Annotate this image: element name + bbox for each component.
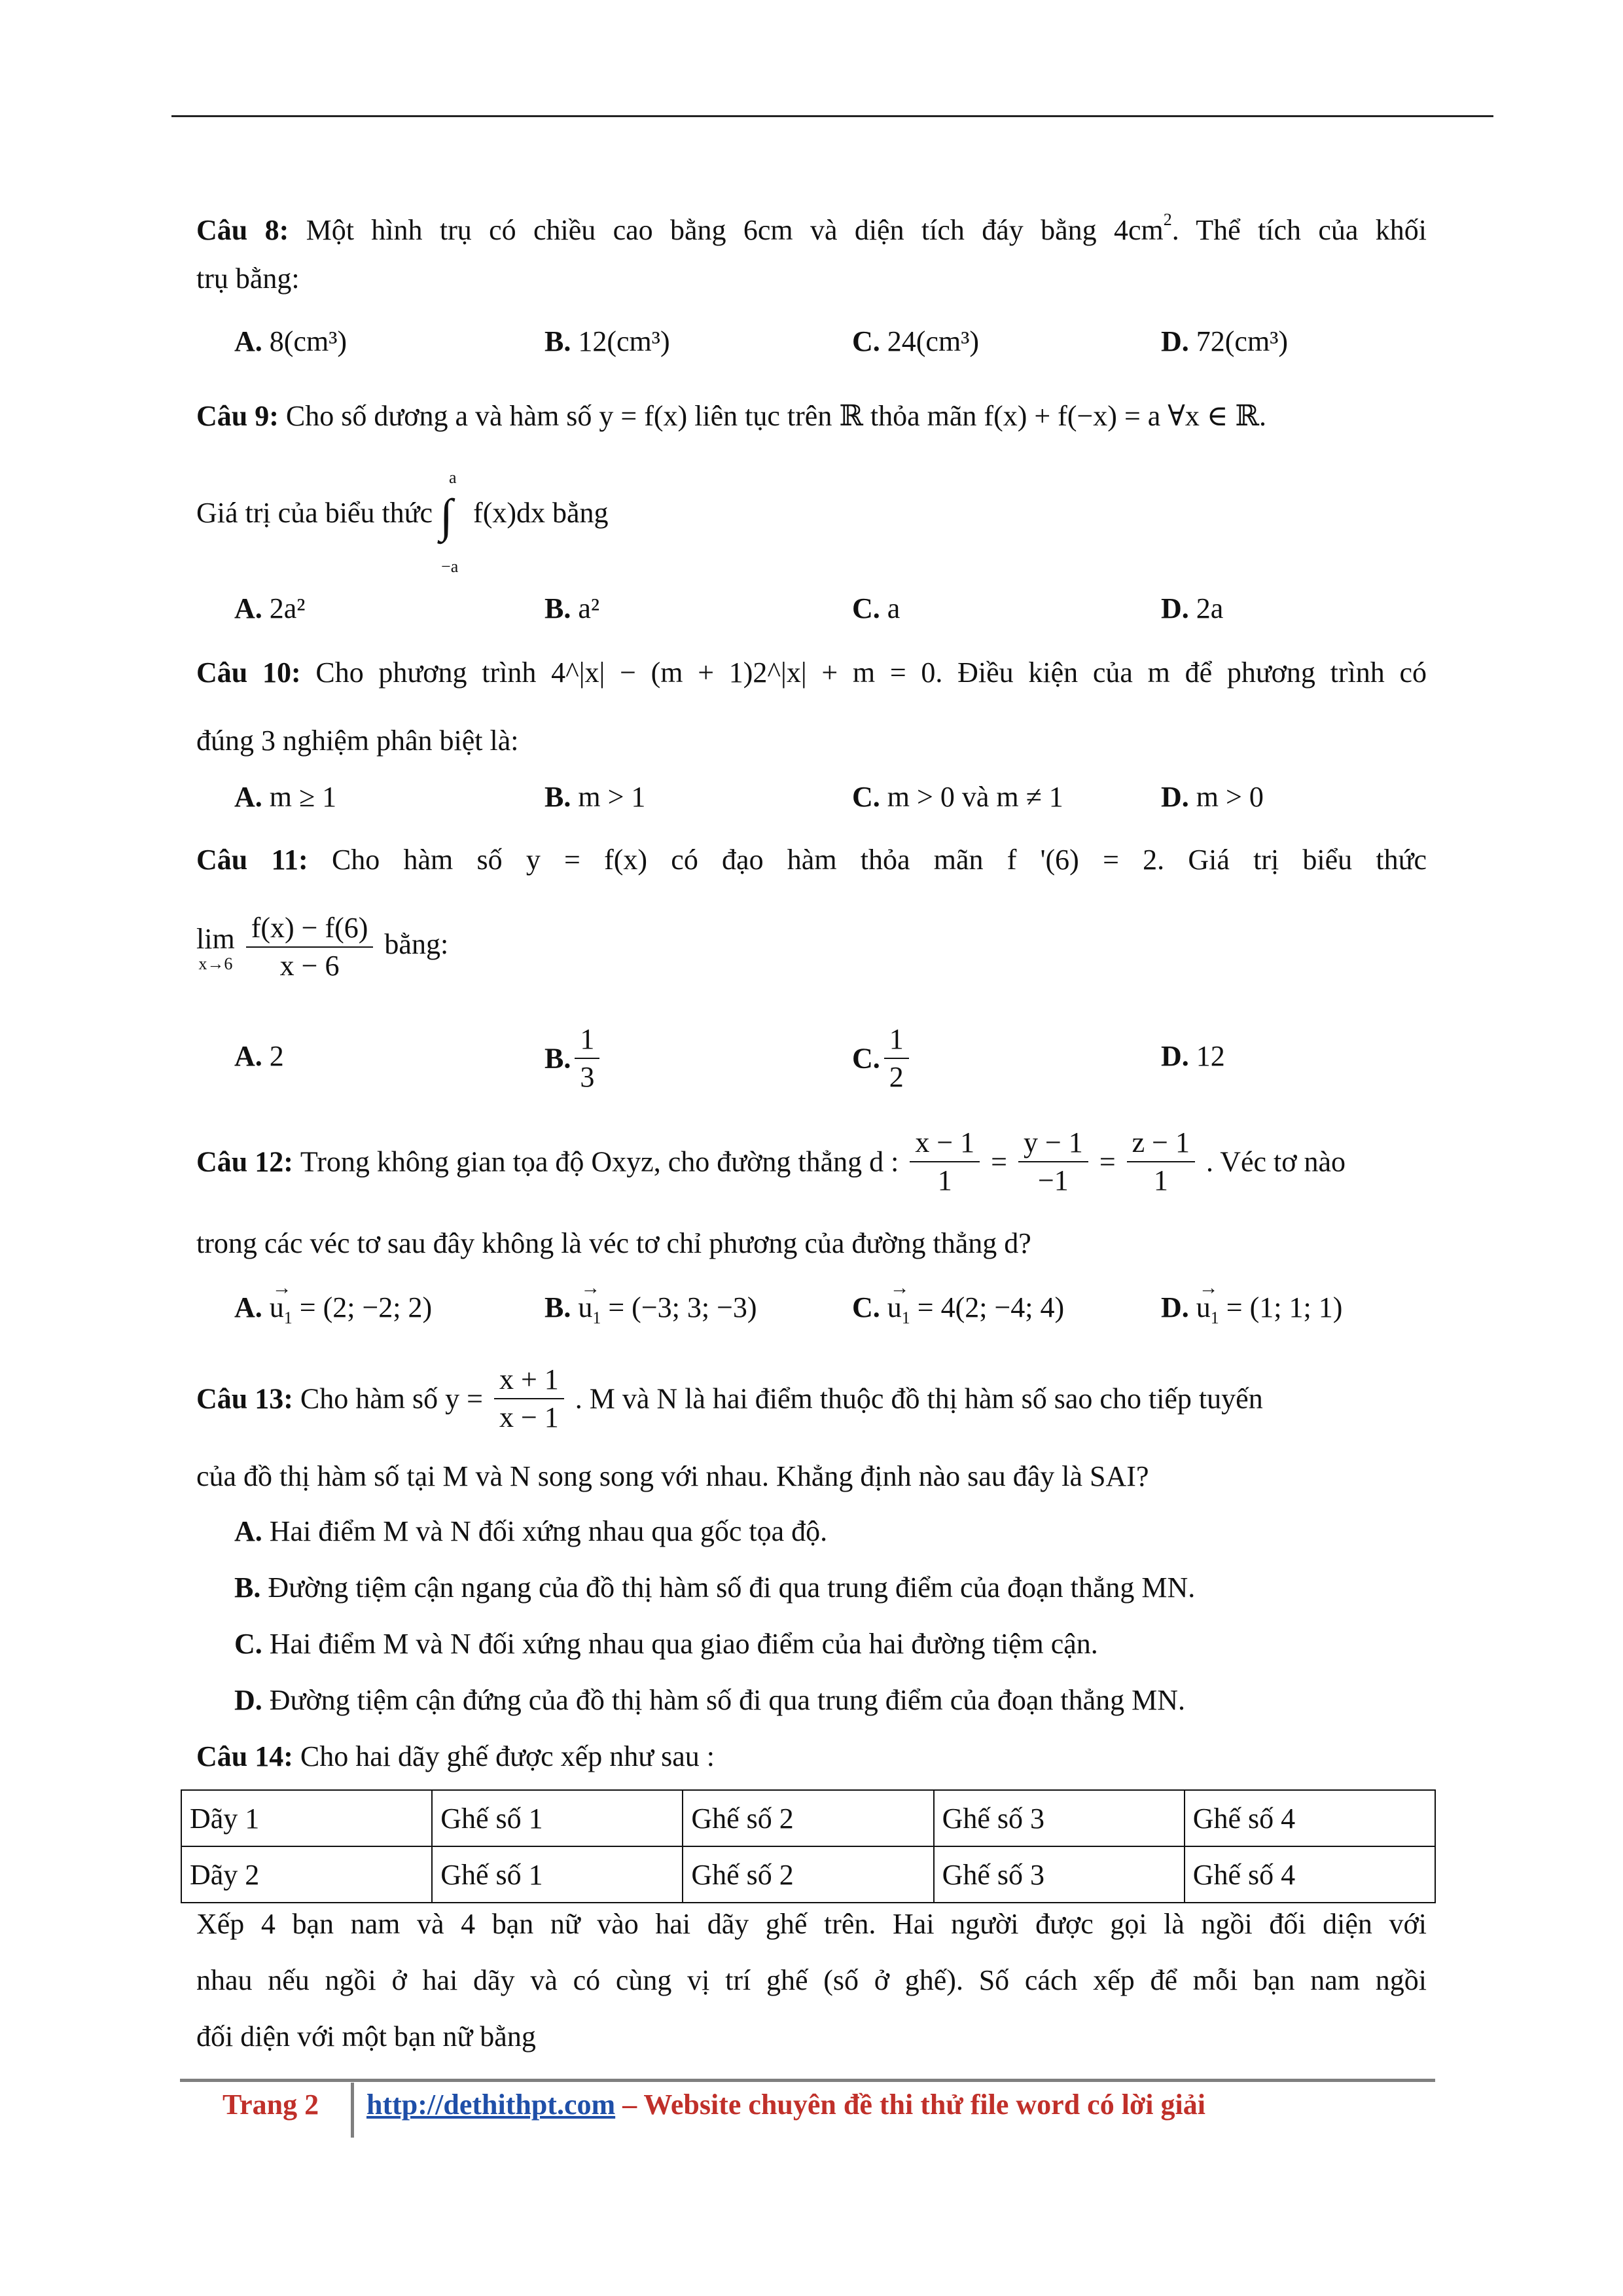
q14-para2: nhau nếu ngồi ở hai dãy và có cùng vị trí ghế (số ở ghế). Số cách xếp để mỗi bạn nam ngồi — [196, 1964, 1427, 1996]
site-link[interactable]: http://dethithpt.com — [366, 2089, 616, 2121]
q8-option-a: A. 8(cm³) — [234, 325, 348, 357]
q13-text: Cho hàm số y = — [300, 1382, 483, 1415]
seat-table — [181, 1789, 1436, 1903]
q14-line1 — [196, 1738, 715, 1775]
q12-option-a: A. → $u_1 = (2$; −2; 2) — [234, 1289, 432, 1336]
q13-option-a: A. Hai điểm M và N đối xứng nhau qua gốc tọa độ. — [234, 1515, 828, 1547]
q8-text-end: . Thể tích của khối — [1171, 214, 1427, 246]
q8-label: Câu 8: — [196, 214, 289, 246]
q8-line2: trụ bằng: — [196, 262, 300, 295]
q11-option-a: A. 2 — [234, 1040, 284, 1072]
footer-rule — [180, 2079, 1435, 2082]
table-cell: Ghế số 1 — [432, 1846, 683, 1903]
q13-text-end: . M và N là hai điểm thuộc đồ thị hàm số sao cho tiếp tuyến — [575, 1382, 1263, 1415]
table-row — [181, 1846, 1435, 1903]
q10-option-a: A. m ≥ 1 — [234, 781, 337, 813]
q14-para1: Xếp 4 bạn nam và 4 bạn nữ vào hai dãy ghế trên. Hai người được gọi là ngồi đối diện với — [196, 1908, 1427, 1940]
q14-text: Cho hai dãy ghế được xếp như sau : — [300, 1740, 715, 1772]
q11-option-b: B. $\frac{1}{3}$ — [544, 1021, 603, 1096]
q13-option-c: C. Hai điểm M và N đối xứng nhau qua giao điểm của hai đường tiệm cận. — [234, 1628, 1098, 1660]
table-cell: Ghế số 3 — [934, 1790, 1185, 1846]
q10-option-b: B. m > 1 — [544, 781, 646, 813]
q9-option-c: C. a — [852, 592, 901, 624]
q8-sup: 2 — [1163, 210, 1172, 229]
q12-line1: Câu 12: Trong không gian tọa độ Oxyz, cho đường thẳng d : $\frac{x - 1}{1}$ = $\frac{y - 1}{-1}$ = $\frac{z - 1}{1}$ . Véc tơ nào — [196, 1124, 1346, 1199]
q8-option-b: B. 12(cm³) — [544, 325, 670, 357]
q14-label: Câu 14: — [196, 1740, 293, 1772]
q9-expr-label: Giá trị của biểu thức — [196, 497, 433, 529]
q13-option-b: B. Đường tiệm cận ngang của đồ thị hàm số đi qua trung điểm của đoạn thẳng MN. — [234, 1571, 1196, 1604]
q9-line2 — [196, 467, 609, 576]
q13-label: Câu 13: — [196, 1382, 293, 1415]
q9-option-d: D. 2a — [1161, 592, 1224, 624]
q12-option-b: B. → $u_1 = (-3$; 3; −3) — [544, 1289, 757, 1336]
q10-text: Cho phương trình 4^|x| − (m + 1)2^|x| + m = 0. Điều kiện của m để phương trình có — [315, 656, 1427, 689]
q12-label: Câu 12: — [196, 1145, 293, 1178]
q11-option-c: C. $\frac{1}{2}$ — [852, 1021, 913, 1096]
lim-text: lim — [196, 922, 235, 955]
q8-line1 — [196, 202, 1427, 249]
q11-option-d: D. 12 — [1161, 1040, 1225, 1072]
q13-option-d: D. Đường tiệm cận đứng của đồ thị hàm số đi qua trung điểm của đoạn thẳng MN. — [234, 1684, 1186, 1716]
q8-option-d: D. 72(cm³) — [1161, 325, 1289, 357]
q11-text: Cho hàm số y = f(x) có đạo hàm thỏa mãn f '(6) = 2. Giá trị biểu thức — [331, 844, 1427, 876]
q9-integrand: f(x)dx bằng — [473, 497, 609, 529]
integral-icon: ∫ a −a — [440, 467, 459, 576]
table-cell: Ghế số 4 — [1185, 1846, 1435, 1903]
header-rule — [171, 115, 1493, 117]
q10-option-c: C. m > 0 và m ≠ 1 — [852, 781, 1063, 813]
q14-para3: đối diện với một bạn nữ bằng — [196, 2020, 536, 2053]
q12-option-c: C. → $u_1 = 4(2$; −4; 4) — [852, 1289, 1064, 1336]
q8-text: Một hình trụ có chiều cao bằng 6cm và diện tích đáy bằng 4cm — [306, 214, 1164, 246]
table-cell: Ghế số 4 — [1185, 1790, 1435, 1846]
table-cell: Ghế số 2 — [683, 1846, 933, 1903]
lim-sub: x→6 — [198, 954, 233, 973]
q10-line2: đúng 3 nghiệm phân biệt là: — [196, 725, 519, 757]
q9-text: Cho số dương a và hàm số y = f(x) liên tục trên ℝ thỏa mãn f(x) + f(−x) = a ∀x ∈ ℝ. — [285, 400, 1266, 432]
footer-text — [366, 2087, 1205, 2123]
table-cell: Ghế số 2 — [683, 1790, 933, 1846]
table-row — [181, 1790, 1435, 1846]
q10-option-d: D. m > 0 — [1161, 781, 1264, 813]
q11-end: bằng: — [384, 928, 449, 961]
q13-line1: Câu 13: Cho hàm số y = $\frac{x + 1}{x - 1}$ . M và N là hai điểm thuộc đồ thị hàm số sao cho tiếp tuyến — [196, 1361, 1263, 1436]
q10-label: Câu 10: — [196, 656, 301, 689]
q11-label: Câu 11: — [196, 844, 308, 876]
q10-line1 — [196, 655, 1427, 691]
q12-text-end: . Véc tơ nào — [1205, 1145, 1346, 1178]
page-number: Trang 2 — [223, 2089, 319, 2121]
table-cell: Dãy 1 — [181, 1790, 432, 1846]
q13-line2: của đồ thị hàm số tại M và N song song với nhau. Khẳng định nào sau đây là SAI? — [196, 1460, 1149, 1492]
q9-option-b: B. a² — [544, 592, 600, 624]
q12-text: Trong không gian tọa độ Oxyz, cho đường thẳng d : — [300, 1145, 899, 1178]
q9-label: Câu 9: — [196, 400, 279, 432]
q11-limit — [196, 910, 448, 984]
q11-fraction: $\frac{f(x) - f(6)}{x - 6}$ — [246, 910, 374, 984]
q9-option-a: A. 2a² — [234, 592, 306, 624]
q8-option-c: C. 24(cm³) — [852, 325, 980, 357]
q9-line1 — [196, 398, 1266, 435]
table-cell: Ghế số 3 — [934, 1846, 1185, 1903]
table-cell: Dãy 2 — [181, 1846, 432, 1903]
table-cell: Ghế số 1 — [432, 1790, 683, 1846]
footer-tagline: – Website chuyên đề thi thử file word có lời giải — [615, 2089, 1205, 2121]
footer-separator — [351, 2083, 354, 2138]
q12-line2: trong các véc tơ sau đây không là véc tơ chỉ phương của đường thẳng d? — [196, 1227, 1031, 1259]
q11-line1 — [196, 842, 1427, 878]
q12-option-d: D. → $u_1 = (1$; 1; 1) — [1161, 1289, 1342, 1336]
